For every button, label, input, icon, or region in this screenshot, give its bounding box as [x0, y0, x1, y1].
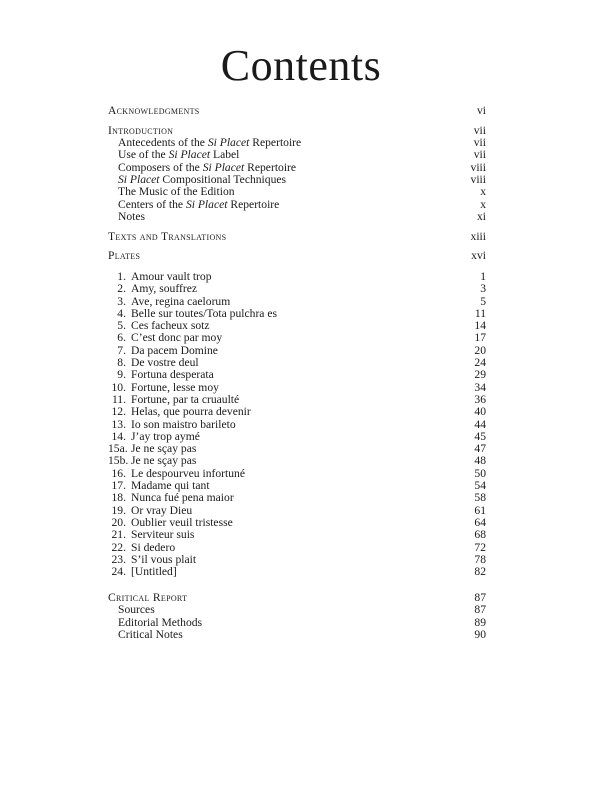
page-number: 61	[474, 503, 486, 517]
piece-number: 9.	[117, 368, 126, 382]
entry-italic: Si Placet	[207, 136, 250, 150]
piece-title: Je ne sçay pas	[131, 454, 197, 468]
piece-title: Oublier veuil tristesse	[131, 515, 233, 529]
toc-subsection	[108, 629, 486, 641]
piece-number: 8.	[117, 356, 126, 370]
piece-title: Je ne sçay pas	[131, 442, 197, 456]
piece-number: 19.	[111, 503, 126, 517]
page-number: 3	[480, 282, 486, 296]
piece-title: Madame qui tant	[131, 479, 210, 493]
toc-section	[108, 250, 486, 262]
entry-text: Editorial Methods	[118, 615, 203, 629]
page-number: 68	[474, 528, 486, 542]
page-number: 17	[474, 331, 486, 345]
entry-text: Composers of the	[118, 160, 203, 174]
page-number: 1	[480, 270, 486, 283]
entry-text: Compositional Techniques	[159, 172, 287, 186]
entry-text: Repertoire	[244, 160, 297, 174]
entry-text: Repertoire	[249, 136, 302, 150]
page-number: 54	[474, 479, 486, 493]
toc-section	[108, 231, 486, 243]
piece-title: Amour vault trop	[131, 270, 212, 283]
page-title: Contents	[220, 41, 382, 90]
page-number: xiii	[470, 229, 486, 243]
page-number: 40	[474, 405, 486, 419]
piece-number: 18.	[111, 491, 126, 505]
piece-title: Nunca fué pena maior	[131, 491, 234, 505]
section-title: Plates	[108, 249, 141, 263]
toc-critical-report	[108, 592, 486, 641]
piece-title: Ave, regina caelorum	[131, 294, 231, 308]
piece-title: S’il vous plait	[131, 552, 197, 566]
page-number: viii	[470, 172, 486, 186]
piece-number: 15b.	[108, 454, 129, 468]
piece-number: 15a.	[108, 442, 128, 456]
piece-title: Ces facheux sotz	[131, 319, 210, 333]
piece-number: 13.	[111, 417, 126, 431]
page-number: x	[480, 185, 486, 199]
entry-italic: Si Placet	[185, 197, 228, 211]
piece-title: Fortuna desperata	[131, 368, 214, 382]
section-title: Introduction	[108, 123, 174, 137]
piece-title: Belle sur toutes/Tota pulchra es	[131, 306, 278, 320]
section-title: Critical Report	[108, 591, 188, 604]
piece-title: Fortune, lesse moy	[131, 380, 219, 394]
page-number: 29	[474, 368, 486, 382]
entry-text: Sources	[118, 603, 155, 617]
page-number: 89	[474, 615, 486, 629]
piece-title: Fortune, par ta cruaulté	[131, 392, 240, 406]
piece-number: 10.	[111, 380, 126, 394]
page-number: 72	[474, 540, 486, 554]
page-number: 47	[474, 442, 486, 456]
piece-number: 6.	[117, 331, 126, 345]
page-number: 90	[474, 627, 486, 641]
piece-title: Le despourveu infortuné	[131, 466, 245, 480]
entry-italic: Si Placet	[118, 172, 160, 186]
piece-number: 24.	[111, 565, 126, 579]
page-number: 50	[474, 466, 486, 480]
piece-title: Helas, que pourra devenir	[131, 405, 251, 419]
page-number: 44	[474, 417, 486, 431]
piece-number: 2.	[117, 282, 126, 296]
page-number: 24	[474, 356, 486, 370]
page-number: 82	[474, 565, 486, 579]
piece-title: J’ay trop aymé	[131, 429, 200, 443]
page-number: 78	[474, 552, 486, 566]
spacer	[108, 243, 486, 251]
entry-italic: Si Placet	[202, 160, 245, 174]
piece-number: 17.	[111, 479, 126, 493]
entry-text: Critical Notes	[118, 627, 183, 641]
page-number: 34	[474, 380, 486, 394]
page-number: 45	[474, 429, 486, 443]
page-number: 11	[474, 306, 486, 320]
piece-title: Amy, souffrez	[131, 282, 198, 296]
piece-number: 4.	[117, 306, 126, 320]
piece-number: 7.	[117, 343, 126, 357]
page-number: 48	[474, 454, 486, 468]
page-number: vii	[473, 148, 486, 162]
piece-number: 21.	[111, 528, 126, 542]
piece-title: Or vray Dieu	[131, 503, 193, 517]
section-title: Texts and Translations	[108, 229, 227, 243]
piece-number: 3.	[117, 294, 126, 308]
page-number: xi	[476, 209, 486, 223]
piece-number: 11.	[111, 392, 126, 406]
piece-number: 22.	[111, 540, 126, 554]
entry-italic: Si Placet	[168, 148, 211, 162]
piece-title: Si dedero	[131, 540, 176, 554]
piece-title: De vostre deul	[131, 356, 199, 370]
page-number: 20	[474, 343, 486, 357]
entry-text: Repertoire	[227, 197, 280, 211]
page-number: viii	[470, 160, 486, 174]
entry-text: Label	[210, 148, 240, 162]
piece-number: 12.	[111, 405, 126, 419]
toc-subsection	[108, 211, 486, 223]
piece-number: 14.	[111, 429, 126, 443]
page-number: 5	[480, 294, 486, 308]
page-number: 58	[474, 491, 486, 505]
entry-text: Centers of the	[118, 197, 186, 211]
page-number: vii	[473, 123, 486, 137]
page-number: vi	[476, 104, 486, 117]
toc-subsection	[108, 199, 486, 211]
toc-section	[108, 105, 486, 117]
piece-number: 1.	[117, 270, 126, 283]
piece-title: Da pacem Domine	[131, 343, 218, 357]
entry-text: The Music of the Edition	[118, 185, 235, 199]
toc-front-matter	[108, 105, 486, 263]
page-number: vii	[473, 136, 486, 150]
piece-number: 16.	[111, 466, 126, 480]
page-number: xvi	[471, 249, 486, 263]
piece-title: Io son maistro barileto	[131, 417, 236, 431]
page-number: 87	[474, 591, 486, 604]
toc-piece-entry	[108, 566, 486, 578]
entry-text: Notes	[118, 209, 146, 223]
piece-title: C’est donc par moy	[131, 331, 223, 345]
piece-title: [Untitled]	[131, 565, 177, 579]
piece-number: 5.	[117, 319, 126, 333]
section-title: Acknowledgments	[108, 104, 200, 117]
toc-plates-list	[108, 271, 486, 578]
piece-title: Serviteur suis	[131, 528, 195, 542]
page-number: 36	[474, 392, 486, 406]
entry-text: Antecedents of the	[118, 136, 208, 150]
page-number: x	[480, 197, 486, 211]
piece-number: 20.	[111, 515, 126, 529]
page-number: 87	[474, 603, 486, 617]
entry-text: Use of the	[118, 148, 169, 162]
page-number: 64	[474, 515, 486, 529]
toc-section	[108, 592, 486, 604]
page-number: 14	[474, 319, 486, 333]
piece-number: 23.	[111, 552, 126, 566]
